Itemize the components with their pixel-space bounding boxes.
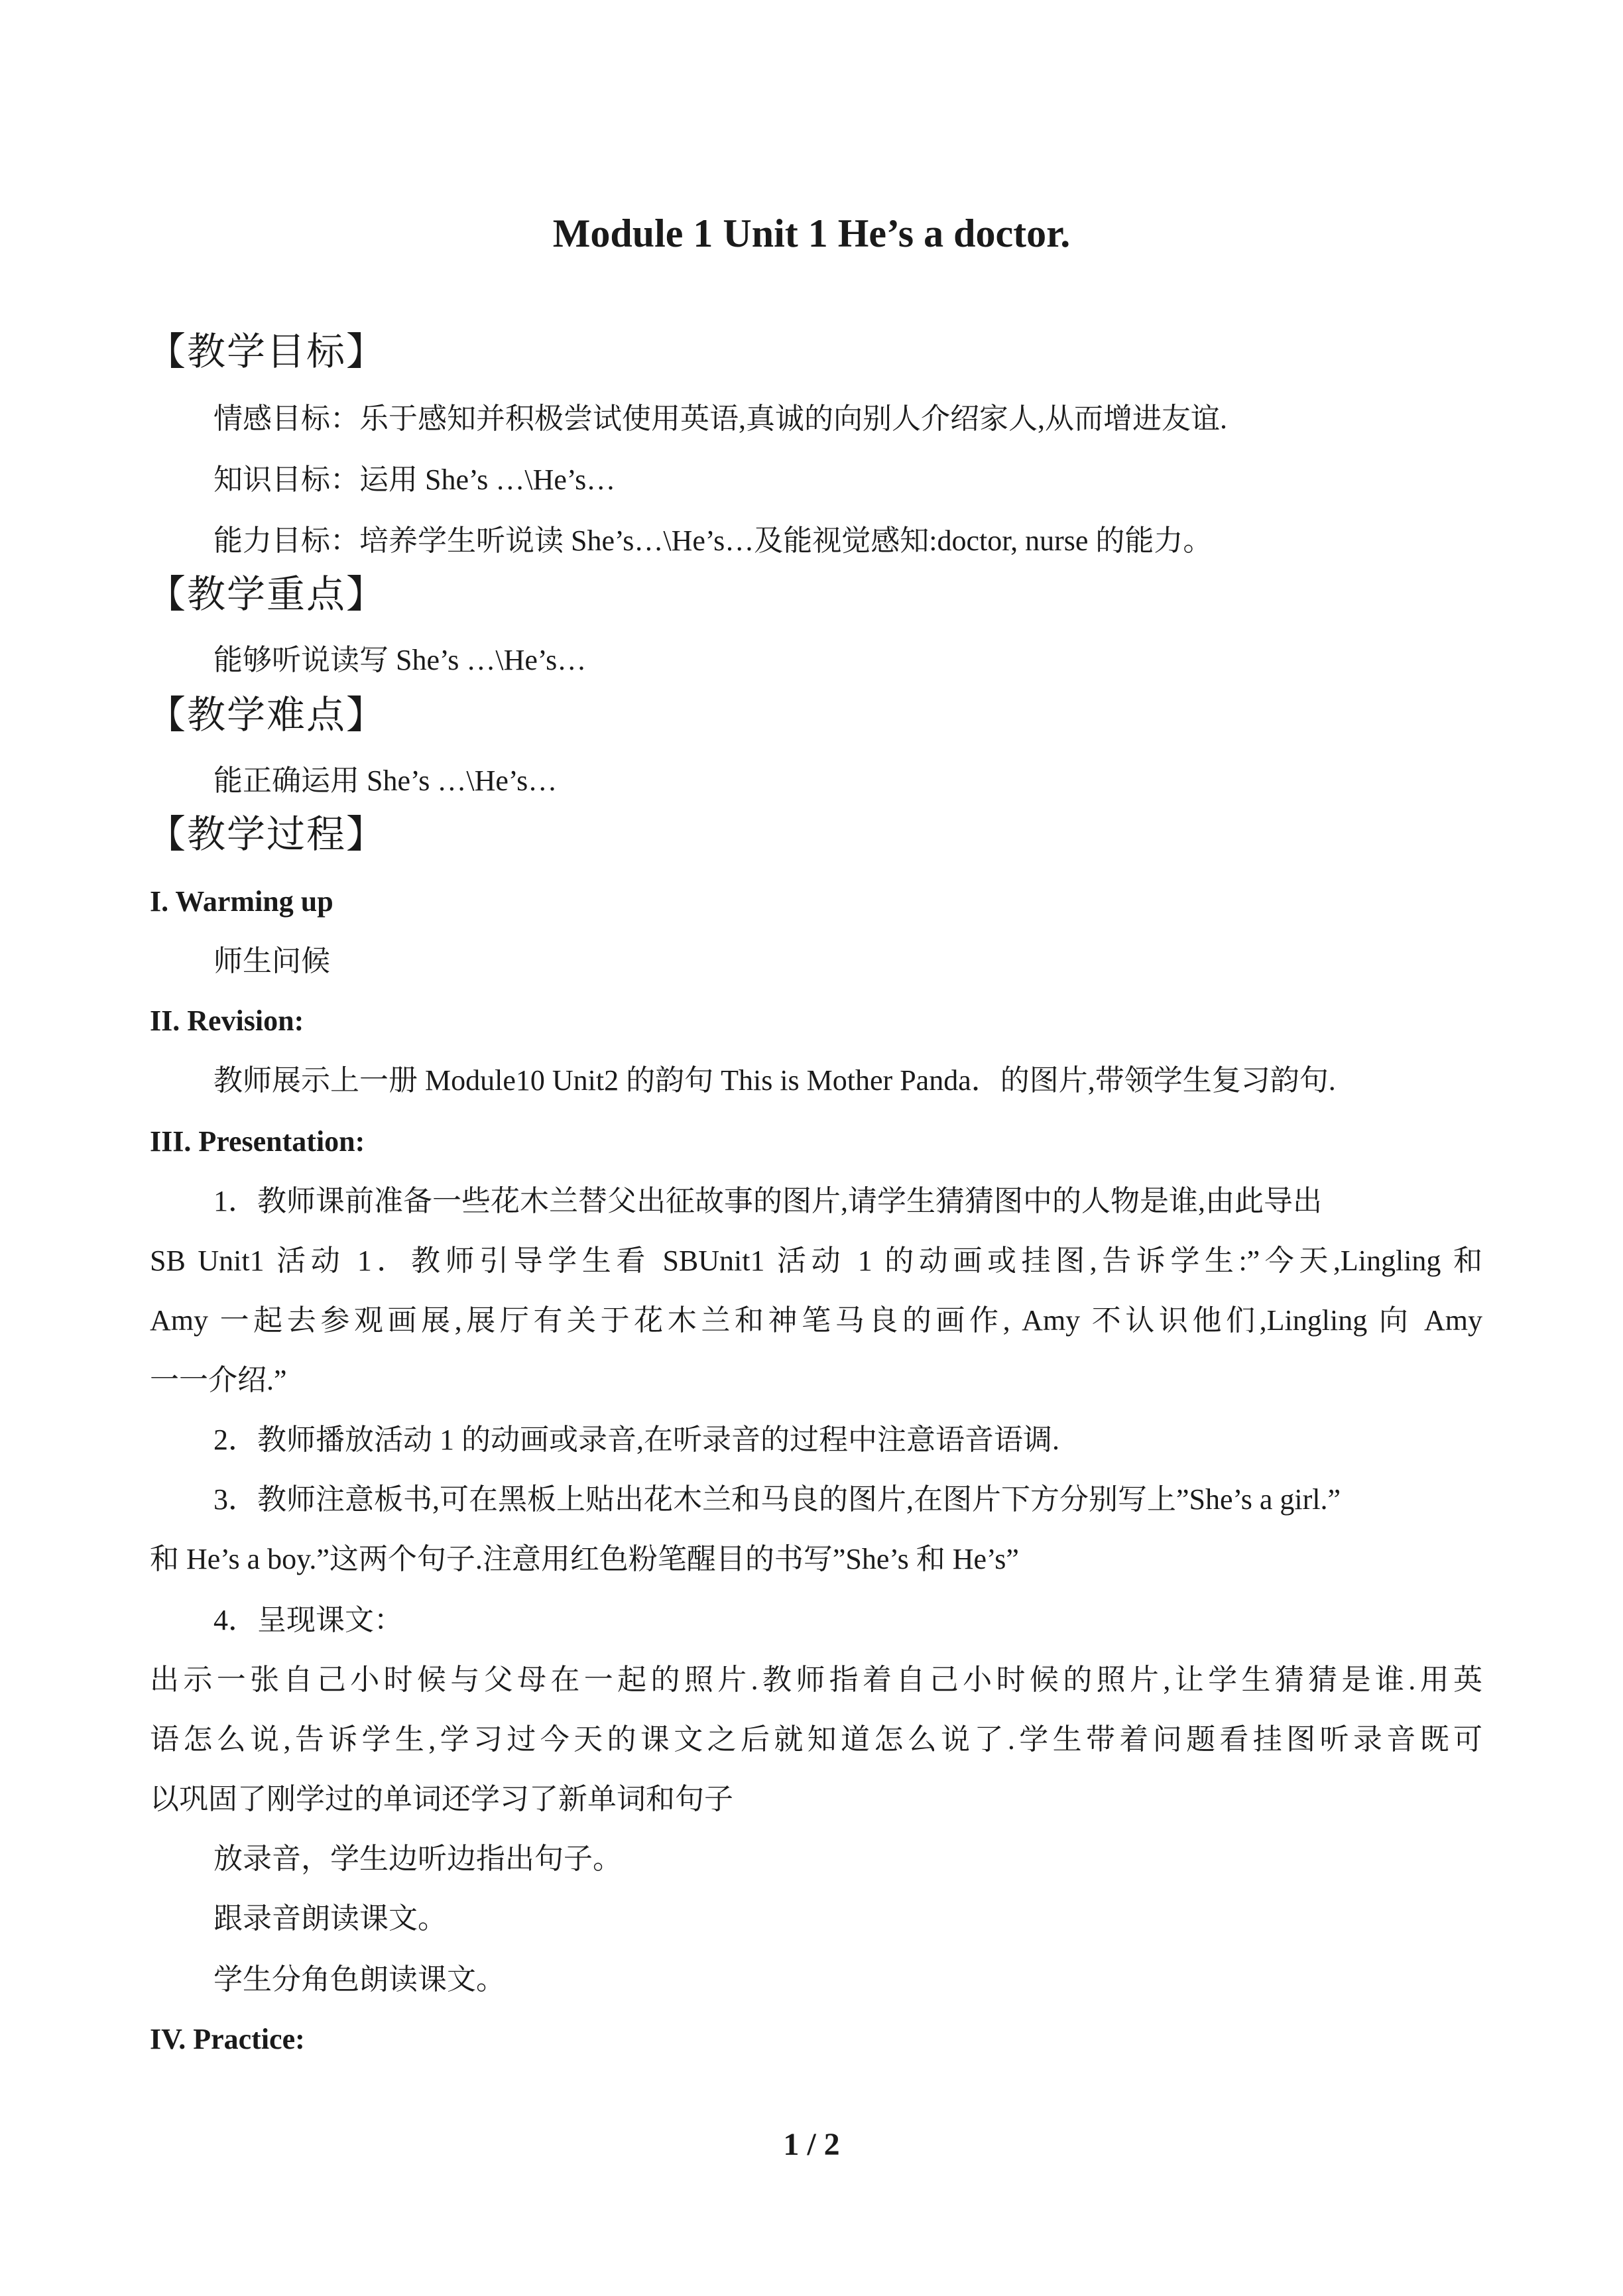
- presentation-paragraph-line: 语怎么说,告诉学生,学习过今天的课文之后就知道怎么说了.学生带着问题看挂图听录音既可: [150, 1723, 1482, 1756]
- difficulty-item: 能正确运用 She’s …\He’s…: [213, 764, 558, 797]
- presentation-paragraph-line: Amy 一起去参观画展,展厅有关于花木兰和神笔马良的画作, Amy 不认识他们,Lingling 向 Amy: [150, 1304, 1482, 1337]
- presentation-paragraph-label: 4．呈现课文：: [213, 1604, 403, 1636]
- key-point-item: 能够听说读写 She’s …\He’s…: [213, 644, 587, 676]
- subheading-presentation: III. Presentation:: [150, 1125, 365, 1158]
- presentation-step: 放录音，学生边听边指出句子。: [213, 1843, 622, 1875]
- subheading-warming-up: I. Warming up: [150, 885, 333, 918]
- revision-text: 教师展示上一册 Module10 Unit2 的韵句 This is Mother Panda．的图片,带领学生复习韵句.: [213, 1064, 1336, 1097]
- subheading-revision: II. Revision:: [150, 1004, 304, 1037]
- presentation-paragraph-line: 出示一张自己小时候与父母在一起的照片.教师指着自己小时候的照片,让学生猜猜是谁.用英: [150, 1663, 1482, 1696]
- presentation-paragraph-line: 和 He’s a boy.”这两个句子.注意用红色粉笔醒目的书写”She’s 和 He’s”: [150, 1543, 1019, 1575]
- section-heading-difficulties: 【教学难点】: [147, 692, 387, 737]
- presentation-paragraph-line: SB Unit1 活动 1．教师引导学生看 SBUnit1 活动 1 的动画或挂图,告诉学生:”今天,Lingling 和: [150, 1244, 1482, 1277]
- objective-item: 能力目标：培养学生听说读 She’s…\He’s…及能视觉感知:doctor, nurse 的能力。: [213, 524, 1213, 557]
- subheading-practice: IV. Practice:: [150, 2023, 305, 2055]
- presentation-step: 跟录音朗读课文。: [213, 1902, 447, 1935]
- document-title: Module 1 Unit 1 He’s a doctor.: [552, 211, 1071, 255]
- section-heading-process: 【教学过程】: [147, 812, 387, 857]
- presentation-step: 学生分角色朗读课文。: [213, 1963, 505, 1996]
- section-heading-key-points: 【教学重点】: [147, 572, 387, 617]
- page-indicator: 1 / 2: [783, 2127, 840, 2162]
- presentation-paragraph-line: 1．教师课前准备一些花木兰替父出征故事的图片,请学生猜猜图中的人物是谁,由此导出: [213, 1185, 1322, 1217]
- objective-item: 知识目标：运用 She’s …\He’s…: [213, 463, 616, 496]
- presentation-paragraph: 2．教师播放活动 1 的动画或录音,在听录音的过程中注意语音语调.: [213, 1423, 1059, 1456]
- warming-up-text: 师生问候: [213, 945, 330, 977]
- objective-item: 情感目标：乐于感知并积极尝试使用英语,真诚的向别人介绍家人,从而增进友谊.: [213, 402, 1227, 435]
- section-heading-objectives: 【教学目标】: [147, 329, 387, 374]
- presentation-paragraph-line: 以巩固了刚学过的单词还学习了新单词和句子: [150, 1783, 733, 1815]
- presentation-paragraph-line: 一一介绍.”: [150, 1364, 287, 1396]
- presentation-paragraph-line: 3．教师注意板书,可在黑板上贴出花木兰和马良的图片,在图片下方分别写上”She’s a girl.”: [213, 1483, 1341, 1516]
